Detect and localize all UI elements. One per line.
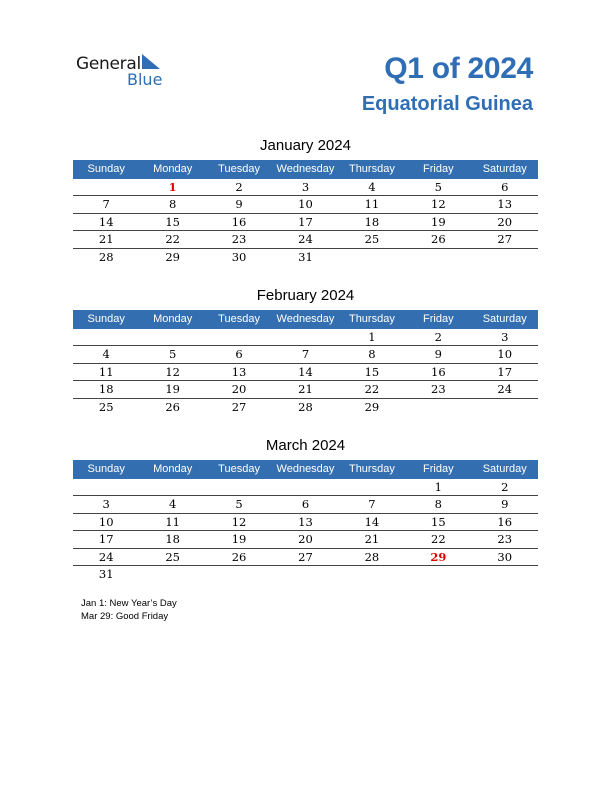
week-row (73, 549, 538, 566)
day-cell: 30 (497, 549, 513, 564)
week-row (73, 249, 538, 265)
day-cell: 27 (231, 399, 247, 414)
day-cell: 3 (102, 497, 110, 512)
day-cell: 10 (497, 347, 513, 362)
holiday-day-cell: 1 (168, 180, 177, 194)
weekday-header: Wednesday (276, 313, 335, 325)
day-cell: 29 (364, 399, 380, 414)
week-row (73, 179, 538, 196)
day-cell: 4 (168, 497, 177, 512)
day-cell (339, 566, 405, 582)
day-cell (139, 566, 205, 582)
day-cell: 9 (501, 497, 509, 512)
day-cell: 10 (98, 514, 114, 529)
day-cell: 6 (235, 347, 243, 362)
weekday-header: Wednesday (276, 163, 335, 175)
day-cell: 21 (364, 532, 380, 547)
day-cell (73, 179, 139, 195)
day-cell: 21 (98, 232, 114, 247)
day-cell: 21 (298, 382, 313, 397)
weekday-header: Sunday (87, 163, 125, 175)
day-cell: 3 (501, 330, 509, 344)
day-cell: 15 (364, 364, 380, 379)
day-cell: 4 (368, 180, 376, 194)
day-cell (339, 479, 405, 495)
day-cell: 14 (98, 214, 114, 229)
week-row (73, 566, 538, 582)
weekday-header: Friday (423, 463, 454, 475)
weekday-header: Thursday (348, 463, 395, 475)
day-cell: 19 (165, 382, 180, 397)
page-title: Q1 of 2024 (384, 52, 533, 85)
day-cell: 1 (368, 330, 376, 344)
day-cell: 26 (431, 232, 446, 247)
day-cell: 22 (431, 532, 446, 547)
day-cell (73, 329, 139, 345)
day-cell: 6 (501, 180, 509, 194)
day-cell (206, 566, 272, 582)
week-row (73, 531, 538, 548)
day-cell: 13 (231, 364, 247, 379)
day-cell: 3 (301, 180, 310, 194)
weekday-header: Monday (153, 463, 193, 475)
logo-triangle-icon (142, 54, 162, 70)
day-cell: 24 (298, 232, 313, 247)
weekday-header: Tuesday (218, 463, 260, 475)
day-cell: 7 (301, 347, 310, 362)
day-cell: 18 (98, 382, 114, 397)
holiday-note: Jan 1: New Year’s Day (81, 598, 177, 609)
day-cell: 11 (165, 514, 180, 529)
weekday-header: Thursday (348, 313, 395, 325)
holiday-day-cell: 29 (430, 549, 447, 564)
week-row (73, 399, 538, 415)
day-cell: 30 (231, 249, 247, 264)
day-cell (339, 249, 405, 265)
weekday-header: Wednesday (276, 463, 335, 475)
day-cell: 25 (98, 399, 114, 414)
day-cell (272, 566, 338, 582)
month-calendar (73, 287, 538, 415)
week-row (73, 514, 538, 531)
logo-blue-text: Blue (127, 70, 163, 89)
weekday-header-row (73, 310, 538, 329)
day-cell: 23 (231, 232, 247, 247)
day-cell: 10 (298, 197, 313, 212)
day-cell: 23 (497, 532, 513, 547)
day-cell: 27 (298, 549, 313, 564)
day-cell: 12 (431, 197, 446, 212)
day-cell: 24 (497, 382, 513, 397)
weekday-header: Saturday (482, 163, 527, 175)
day-cell (405, 566, 471, 582)
day-cell: 15 (431, 514, 446, 529)
day-cell: 4 (102, 347, 110, 362)
day-cell: 13 (497, 197, 513, 212)
day-cell: 18 (165, 532, 180, 547)
day-cell: 5 (434, 180, 442, 194)
day-cell: 19 (231, 532, 247, 547)
day-cell: 1 (434, 480, 442, 494)
day-cell: 13 (298, 514, 313, 529)
day-cell (206, 329, 272, 345)
day-cell: 22 (364, 382, 380, 397)
day-cell: 25 (165, 549, 180, 564)
day-cell: 25 (364, 232, 380, 247)
day-cell: 19 (431, 214, 446, 229)
day-cell (139, 329, 205, 345)
day-cell: 8 (434, 497, 442, 512)
weekday-header-row (73, 160, 538, 179)
day-cell: 26 (231, 549, 247, 564)
logo-general-text: General (76, 54, 141, 74)
day-cell: 16 (497, 514, 513, 529)
day-cell (272, 329, 338, 345)
weekday-header: Tuesday (218, 163, 260, 175)
day-cell: 5 (235, 497, 243, 512)
month-calendar (73, 437, 538, 582)
weekday-header: Sunday (87, 463, 125, 475)
day-cell: 12 (231, 514, 247, 529)
day-cell: 20 (497, 214, 513, 229)
week-row (73, 381, 538, 398)
day-cell (272, 479, 338, 495)
weekday-header: Friday (423, 313, 454, 325)
day-cell: 7 (368, 497, 376, 512)
holiday-notes (81, 597, 177, 623)
day-cell: 17 (497, 364, 513, 379)
month-title: March 2024 (265, 437, 346, 454)
day-cell: 11 (364, 197, 380, 212)
weekday-header: Monday (153, 163, 193, 175)
day-cell: 12 (165, 364, 180, 379)
day-cell (472, 249, 538, 265)
week-row (73, 196, 538, 213)
day-cell: 2 (434, 330, 442, 344)
day-cell: 15 (165, 214, 180, 229)
week-row (73, 479, 538, 496)
week-row (73, 214, 538, 231)
month-calendar (73, 137, 538, 265)
weekday-header-row (73, 460, 538, 479)
day-cell (139, 479, 205, 495)
day-cell: 20 (231, 382, 247, 397)
day-cell: 29 (165, 249, 180, 264)
day-cell: 17 (298, 214, 313, 229)
weekday-header: Saturday (482, 313, 527, 325)
day-cell: 20 (298, 532, 313, 547)
weekday-header: Tuesday (218, 313, 260, 325)
holiday-note: Mar 29: Good Friday (81, 611, 169, 622)
day-cell: 8 (368, 347, 376, 362)
weekday-header: Monday (153, 313, 193, 325)
day-cell: 6 (301, 497, 310, 512)
day-cell: 28 (364, 549, 380, 564)
day-cell: 5 (168, 347, 177, 362)
day-cell: 16 (431, 364, 446, 379)
day-cell: 27 (497, 232, 513, 247)
week-row (73, 346, 538, 363)
day-cell: 26 (165, 399, 180, 414)
day-cell: 2 (235, 180, 243, 194)
day-cell: 2 (501, 480, 509, 494)
day-cell (73, 479, 139, 495)
day-cell: 9 (434, 347, 442, 362)
day-cell: 28 (98, 249, 114, 264)
day-cell: 24 (98, 549, 114, 564)
day-cell: 18 (364, 214, 380, 229)
week-row (73, 364, 538, 381)
day-cell (405, 249, 471, 265)
day-cell: 14 (298, 364, 313, 379)
day-cell (472, 566, 538, 582)
week-row (73, 496, 538, 513)
month-title: January 2024 (260, 137, 351, 154)
day-cell: 23 (431, 382, 446, 397)
day-cell: 22 (165, 232, 180, 247)
day-cell: 8 (168, 197, 177, 212)
week-row (73, 329, 538, 346)
weekday-header: Sunday (87, 313, 125, 325)
day-cell: 31 (298, 249, 313, 264)
day-cell: 31 (98, 566, 114, 581)
weekday-header: Friday (423, 163, 454, 175)
month-title: February 2024 (256, 287, 355, 304)
day-cell (206, 479, 272, 495)
week-row (73, 231, 538, 248)
title-block (362, 52, 533, 116)
weekday-header: Saturday (482, 463, 527, 475)
day-cell: 11 (98, 364, 114, 379)
day-cell (405, 399, 471, 415)
day-cell: 28 (298, 399, 313, 414)
country-name: Equatorial Guinea (361, 93, 533, 115)
day-cell (472, 399, 538, 415)
day-cell: 7 (102, 197, 110, 212)
day-cell: 17 (98, 532, 114, 547)
weekday-header: Thursday (348, 163, 395, 175)
day-cell: 14 (364, 514, 380, 529)
day-cell: 16 (231, 214, 247, 229)
logo (76, 52, 176, 92)
day-cell: 9 (235, 197, 243, 212)
